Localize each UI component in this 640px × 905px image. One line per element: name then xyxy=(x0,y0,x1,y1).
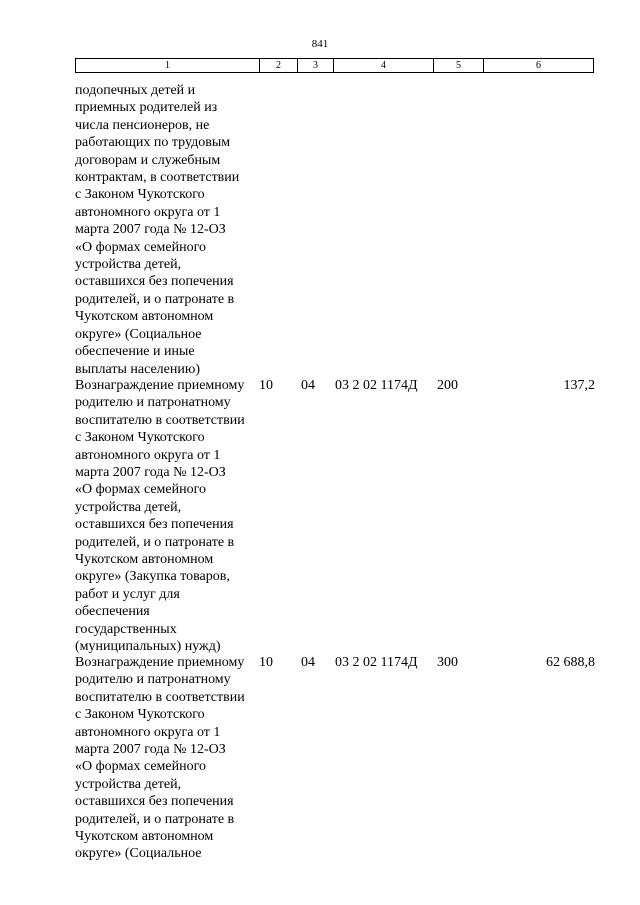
column-header-3: 3 xyxy=(298,59,334,73)
row-expense-type: 300 xyxy=(437,655,458,670)
column-header-table xyxy=(75,58,594,73)
row-target-code: 03 2 02 1174Д xyxy=(335,655,418,670)
row-section: 10 xyxy=(259,378,273,393)
row-amount: 62 688,8 xyxy=(546,655,595,670)
column-header-1: 1 xyxy=(76,59,260,73)
row-target-code: 03 2 02 1174Д xyxy=(335,378,418,393)
column-header-2: 2 xyxy=(260,59,298,73)
column-header-4: 4 xyxy=(334,59,434,73)
column-header-6: 6 xyxy=(484,59,594,73)
row-subsection: 04 xyxy=(301,655,315,670)
row-description: Вознаграждение приемному родителю и патронатному воспитателю в соответствии с Законом Чукотского автономного округа от 1 марта 2007 года № 12-ОЗ «О формах семейного устройства детей, оставшихся без попечения родителей, и о патронате в Чукотском автономном округе» (Закупка товаров, работ и услуг для обеспечения государственных (муниципальных) нужд) xyxy=(75,378,245,655)
column-header-5: 5 xyxy=(434,59,484,73)
row-amount: 137,2 xyxy=(563,378,595,393)
column-header-row xyxy=(76,59,594,73)
row-section: 10 xyxy=(259,655,273,670)
row-description: Вознаграждение приемному родителю и патронатному воспитателю в соответствии с Законом Чукотского автономного округа от 1 марта 2007 года № 12-ОЗ «О формах семейного устройства детей, оставшихся без попечения родителей, и о патронате в Чукотском автономном округе» (Социальное xyxy=(75,655,245,862)
row-description: подопечных детей и приемных родителей из числа пенсионеров, не работающих по трудовым договорам и служебным контрактам, в соответствии с Законом Чукотского автономного округа от 1 марта 2007 года № 12-ОЗ «О формах семейного устройства детей, оставшихся без попечения родителей, и о патронате в Чукотском автономном округе» (Социальное обеспечение и иные выплаты населению) xyxy=(75,83,240,377)
row-expense-type: 200 xyxy=(437,378,458,393)
page-number: 841 xyxy=(311,38,329,50)
row-subsection: 04 xyxy=(301,378,315,393)
